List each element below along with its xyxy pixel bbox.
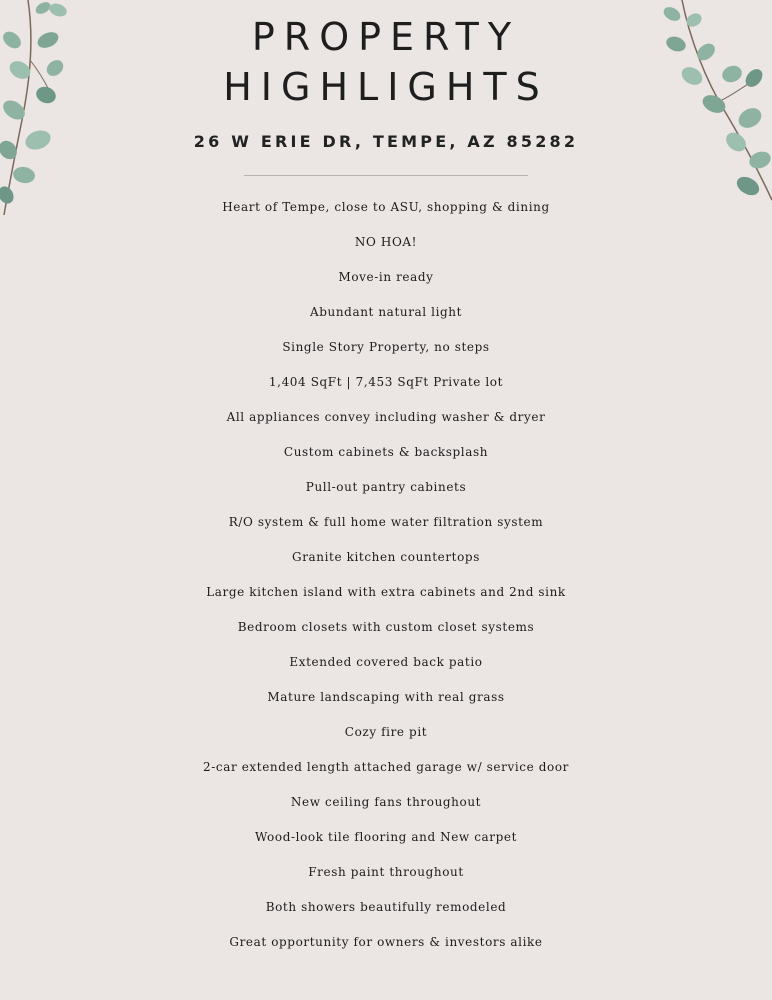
list-item: New ceiling fans throughout [290, 795, 482, 809]
list-item: R/O system & full home water filtration system [228, 515, 544, 529]
list-item: Custom cabinets & backsplash [283, 445, 489, 459]
list-item: Bedroom closets with custom closet systems [237, 620, 535, 634]
list-item: Mature landscaping with real grass [267, 690, 505, 704]
list-item: All appliances convey including washer & dryer [226, 410, 546, 424]
list-item: Great opportunity for owners & investors alike [229, 935, 543, 949]
list-item: NO HOA! [354, 235, 418, 249]
highlights-list [0, 190, 772, 960]
list-item: Wood-look tile flooring and New carpet [254, 830, 518, 844]
list-item: Extended covered back patio [289, 655, 483, 669]
list-item: 2-car extended length attached garage w/ service door [202, 760, 569, 774]
list-item: Fresh paint throughout [308, 865, 464, 879]
page-title-line1: PROPERTY [251, 15, 521, 59]
list-item: Pull-out pantry cabinets [305, 480, 467, 494]
list-item: Cozy fire pit [344, 725, 428, 739]
list-item: Both showers beautifully remodeled [265, 900, 507, 914]
property-address: 26 W ERIE DR, TEMPE, AZ 85282 [193, 132, 579, 151]
list-item: Granite kitchen countertops [292, 550, 480, 564]
list-item: Heart of Tempe, close to ASU, shopping & dining [222, 200, 550, 214]
list-item: Move-in ready [338, 270, 434, 284]
page-title-line2: HIGHLIGHTS [223, 65, 549, 109]
list-item: Abundant natural light [309, 305, 463, 319]
list-item: 1,404 SqFt | 7,453 SqFt Private lot [268, 375, 504, 389]
list-item: Single Story Property, no steps [282, 340, 490, 354]
divider [244, 175, 528, 176]
list-item: Large kitchen island with extra cabinets and 2nd sink [206, 585, 566, 599]
